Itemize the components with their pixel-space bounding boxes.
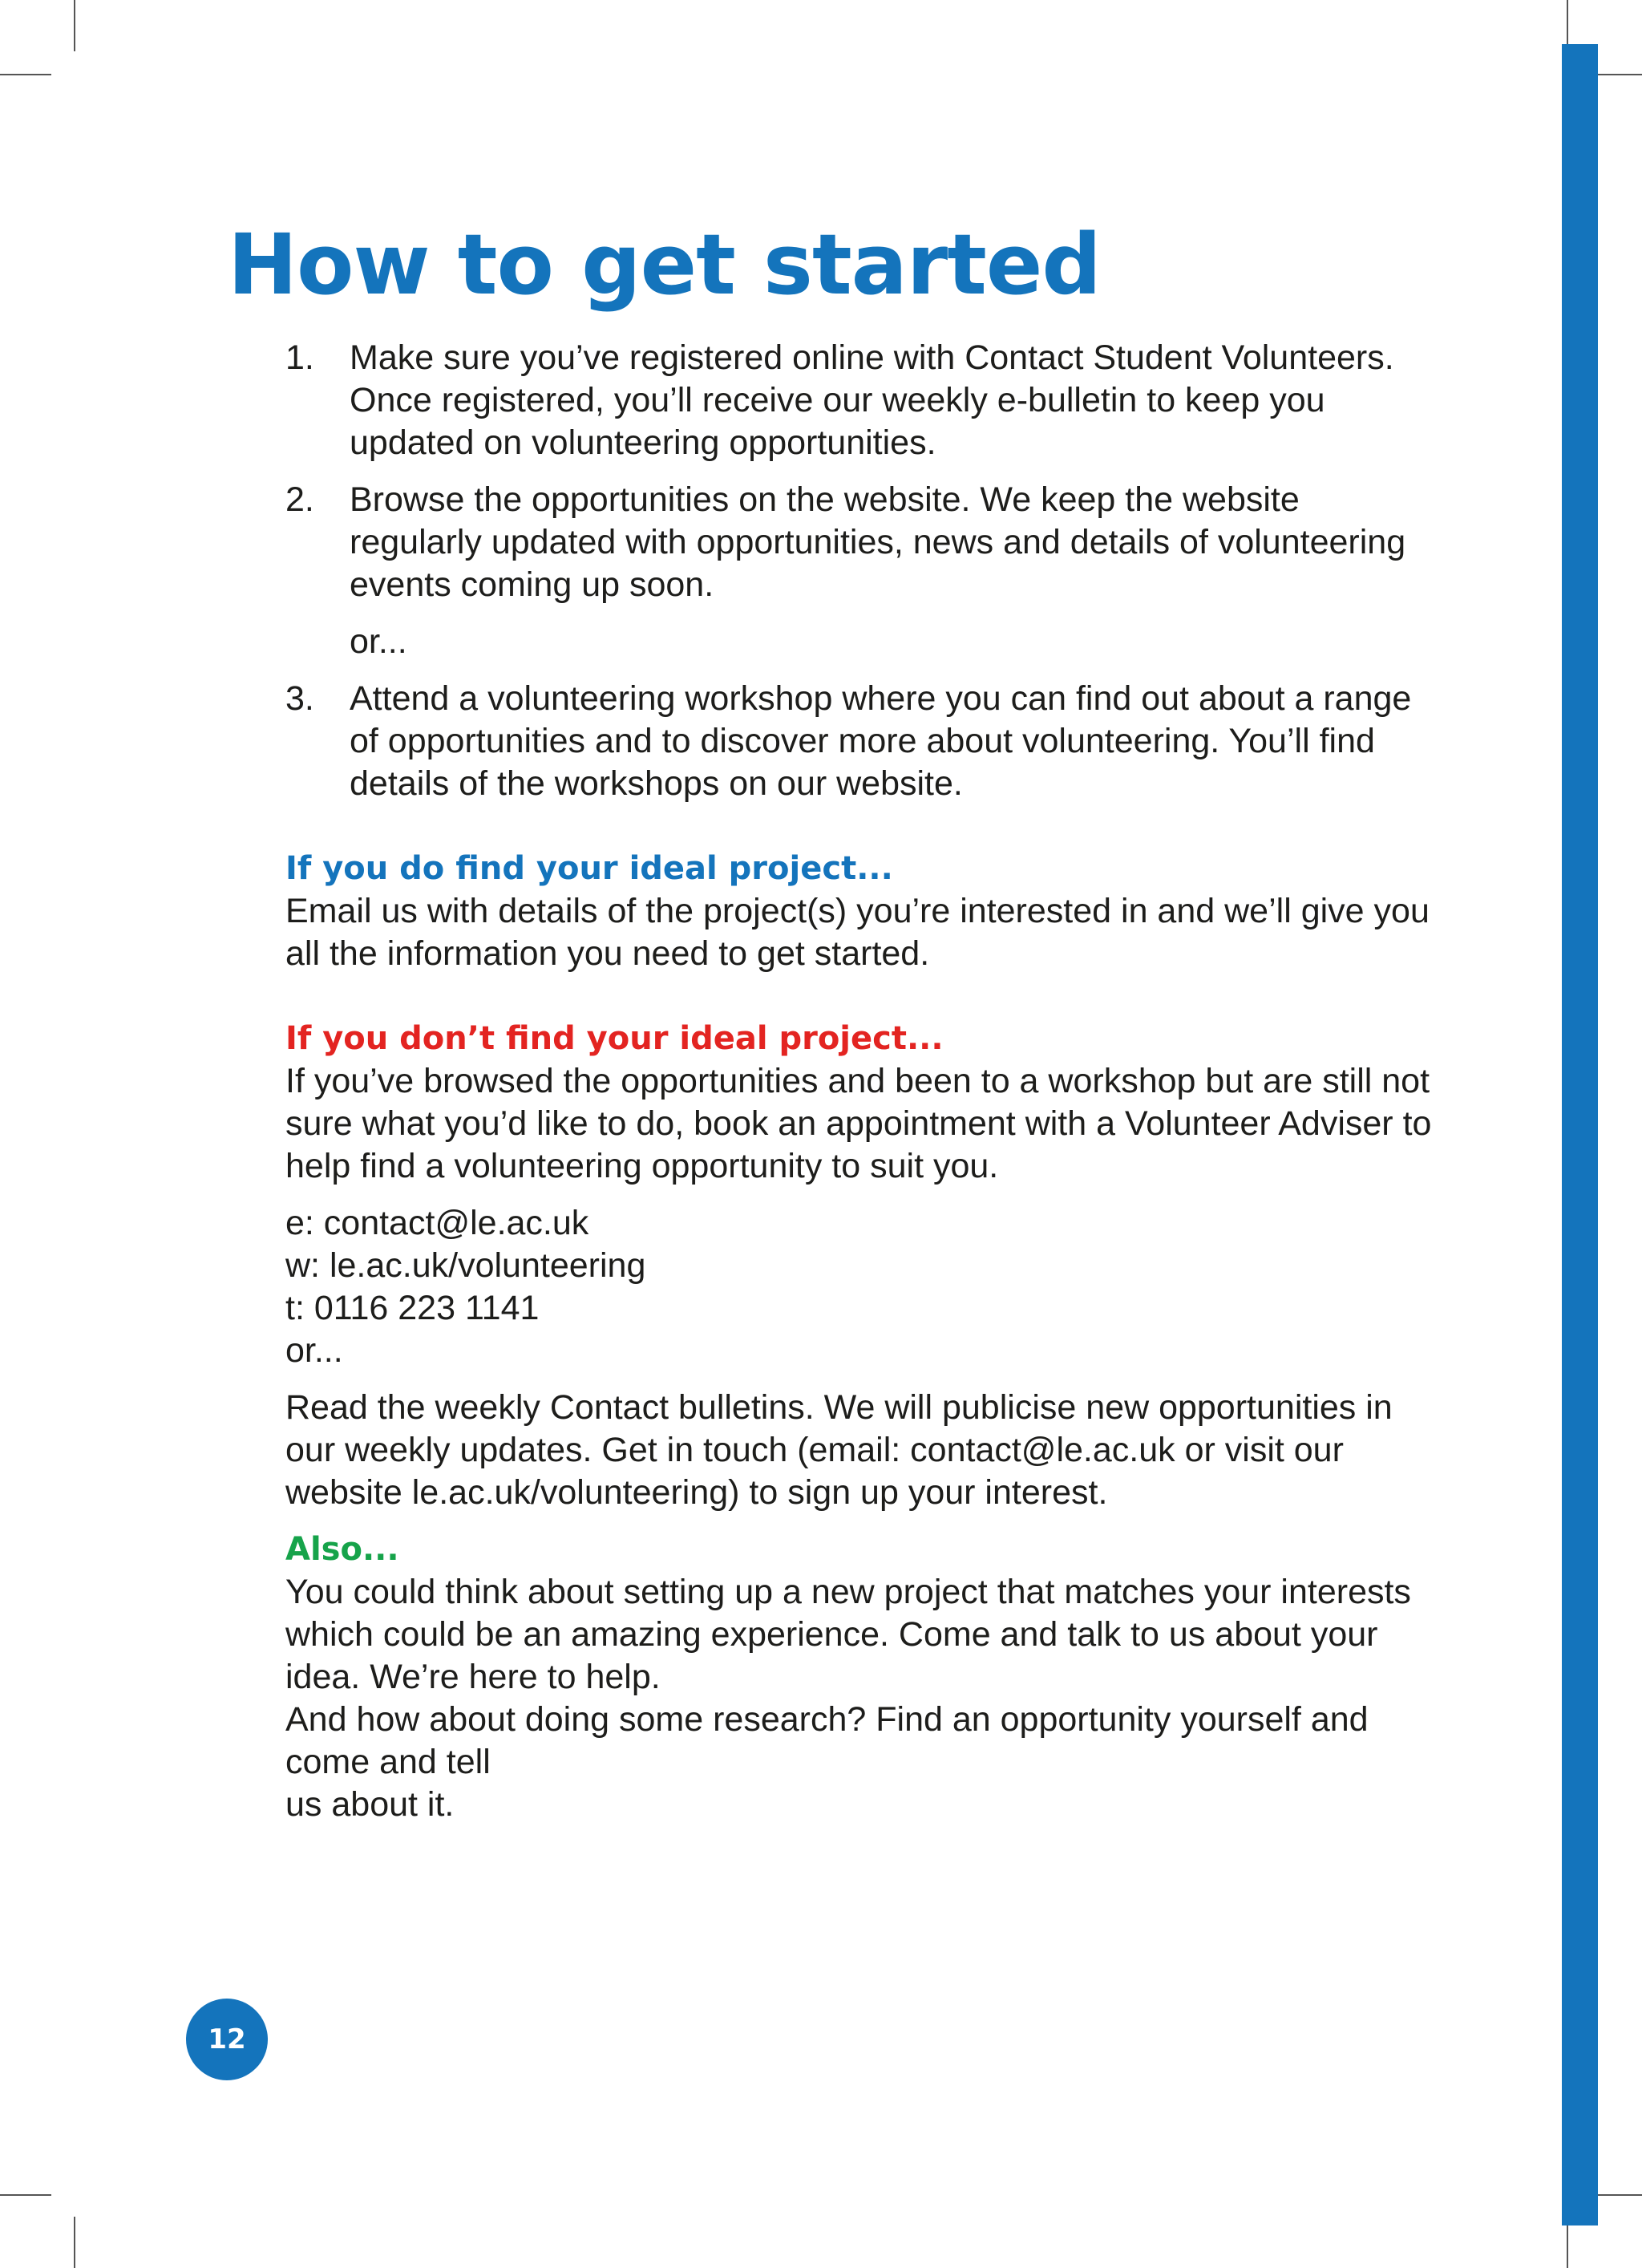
crop-mark-bottom-right-horizontal [1591, 2194, 1642, 2196]
find-project-heading: If you do find your ideal project... [285, 850, 893, 887]
list-item-step-3 [285, 678, 1440, 805]
step-number: 1. [285, 338, 314, 377]
step-text: Attend a volunteering workshop where you can find out about a range of opportunities and to discover more about volunteering. You’ll find details of the workshops on our website. [350, 679, 1412, 803]
step-text: Make sure you’ve registered online with Contact Student Volunteers. Once registered, you’ll receive our weekly e-bulletin to keep you updated on volunteering opportunities. [350, 338, 1394, 462]
dont-find-project-body: If you’ve browsed the opportunities and been to a workshop but are still not sure what you’d like to do, book an appointment with a Volunteer Adviser to help find a volunteering opportunity to suit you. [285, 1062, 1432, 1185]
main-content [285, 337, 1440, 1826]
crop-mark-top-left-horizontal [0, 74, 51, 75]
also-text-1: You could think about setting up a new project that matches your interests which could be an amazing experience. Come and talk to us about your idea. We’re here to help. [285, 1573, 1411, 1696]
bulletin-text: Read the weekly Contact bulletins. We will publicise new opportunities in our weekly updates. Get in touch (email: contact@le.ac.uk or visit our website le.ac.uk/volunteering) to sign up your interest. [285, 1388, 1393, 1512]
also-heading: Also... [285, 1531, 399, 1568]
find-project-body: Email us with details of the project(s) you’re interested in and we’ll give you all the information you need to get started. [285, 892, 1430, 973]
contact-phone: t: 0116 223 1141 [285, 1289, 540, 1327]
page-number-badge: 12 [186, 1999, 268, 2080]
contact-email[interactable]: e: contact@le.ac.uk [285, 1204, 589, 1242]
dont-find-project-heading: If you don’t find your ideal project... [285, 1020, 944, 1057]
step-number: 3. [285, 679, 314, 718]
crop-mark-bottom-left-vertical [74, 2217, 75, 2268]
crop-mark-bottom-left-horizontal [0, 2194, 51, 2196]
page-title: How to get started [228, 216, 1101, 314]
side-accent-bar [1562, 44, 1598, 2225]
contact-website[interactable]: w: le.ac.uk/volunteering [285, 1246, 646, 1285]
or-separator: or... [285, 1331, 343, 1370]
list-item-step-2 [285, 479, 1440, 606]
crop-mark-top-right-horizontal [1591, 74, 1642, 75]
also-text-2: And how about doing some research? Find an opportunity yourself and come and tell [285, 1700, 1369, 1781]
also-text-3: us about it. [285, 1785, 455, 1824]
step-text: Browse the opportunities on the website. We keep the website regularly updated with opportunities, news and details of volunteering events coming up soon. [350, 480, 1406, 604]
crop-mark-top-left-vertical [74, 0, 75, 51]
step-number: 2. [285, 480, 314, 519]
list-item-step-1 [285, 337, 1440, 464]
or-separator: or... [350, 622, 407, 661]
steps-list [285, 337, 1440, 805]
contact-details [285, 1202, 1440, 1372]
